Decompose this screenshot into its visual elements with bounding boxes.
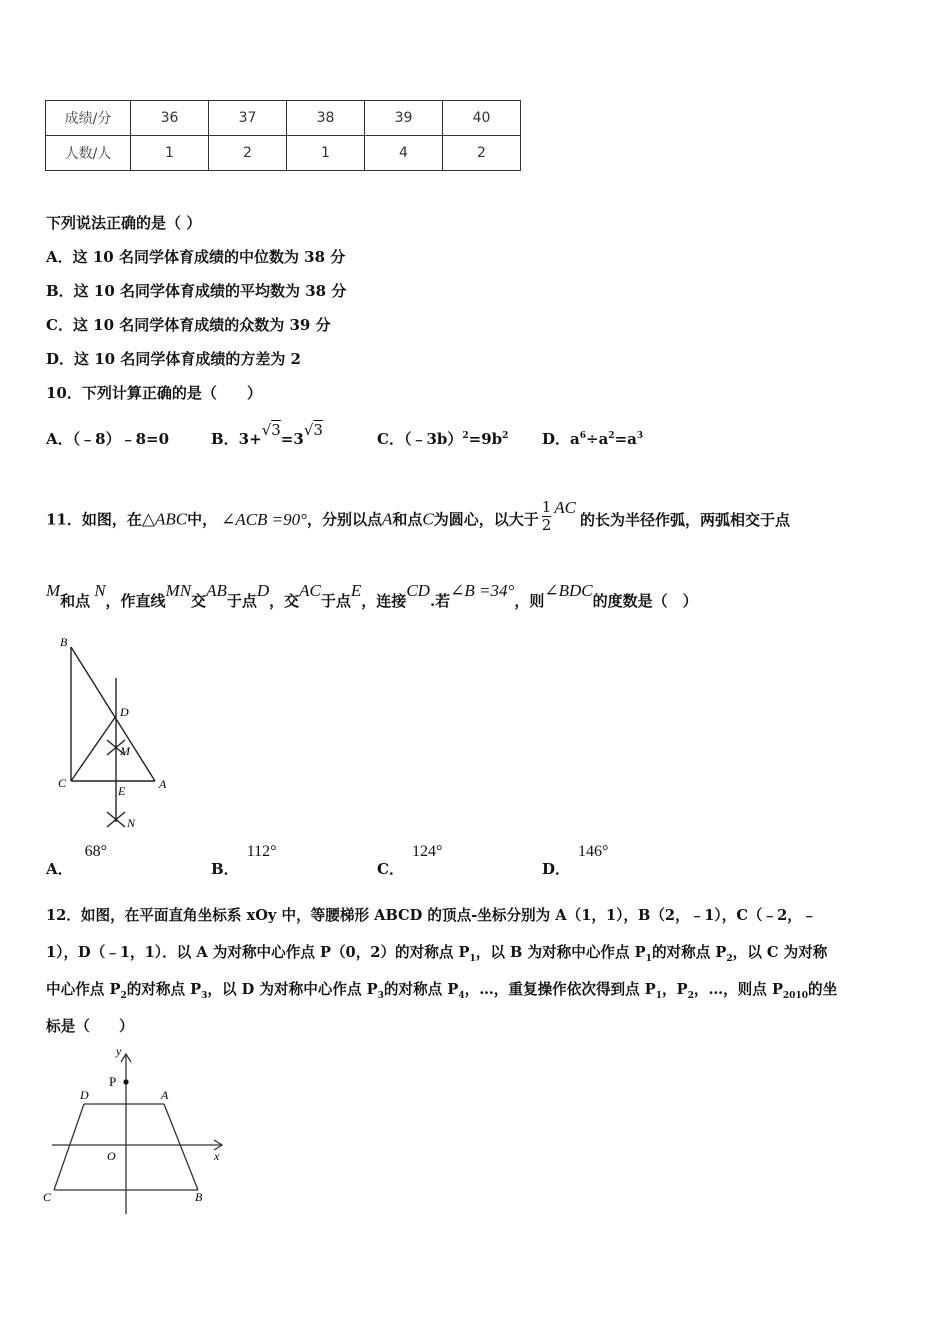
subscript: 4: [458, 990, 465, 1001]
q10-option-d[interactable]: [542, 428, 643, 449]
exponent: 3: [636, 431, 644, 441]
text: 1），D（﹣1，1）．以 A 为对称中心作点 P（0，2）的对称点 P: [46, 944, 470, 961]
q12-line-1: 12．如图，在平面直角坐标系 xOy 中，等腰梯形 ABCD 的顶点-坐标分别为 A（1，1），B（2，﹣1），C（﹣2，﹣: [46, 907, 817, 924]
math-segment-ac: AC: [299, 581, 321, 600]
option-value: 112°: [246, 843, 277, 860]
text: 的对称点 P: [651, 944, 727, 961]
text: 11．如图，在: [46, 510, 142, 529]
q10-option-b-mid: =3: [280, 430, 304, 448]
sqrt-expression: √3: [261, 421, 281, 439]
exponent: 6: [579, 431, 586, 441]
text: ，连接: [361, 592, 407, 610]
q10-prompt: 10．下列计算正确的是（ ）: [46, 384, 262, 402]
label-a: A: [159, 777, 167, 791]
segment-dc: [54, 1104, 84, 1190]
text: ，以 B 为对称中心作点 P: [475, 944, 646, 961]
q11-option-c[interactable]: [377, 840, 443, 878]
segment-cd: [71, 716, 116, 781]
math-point-c: C: [422, 509, 434, 529]
subscript: 1: [469, 953, 476, 964]
q10-option-d-mid2: =a: [614, 430, 637, 448]
text: 于点: [320, 592, 351, 610]
option-label: A．: [46, 860, 73, 878]
fraction-one-half: [542, 499, 552, 534]
label-d: D: [80, 1088, 89, 1102]
text: ，…，重复操作依次得到点 P: [464, 981, 656, 998]
table-cell: 40: [443, 101, 521, 136]
label-o: O: [107, 1149, 116, 1163]
math-point-e: E: [350, 581, 362, 600]
table-cell: 39: [365, 101, 443, 136]
text: ，P: [662, 981, 688, 998]
option-label: D．: [542, 860, 571, 878]
table-cell: 38: [287, 101, 365, 136]
table-cell: 36: [131, 101, 209, 136]
math-angle-acb: ∠ACB =90°: [221, 509, 307, 529]
q12-trapezoid-figure: [40, 1042, 230, 1220]
label-x: x: [214, 1149, 220, 1163]
label-a: A: [161, 1088, 169, 1102]
subscript: 2: [726, 953, 733, 964]
math-point-n: N: [94, 581, 106, 600]
q10-option-d-mid: ÷a: [586, 430, 609, 448]
text: ，…，则点 P: [693, 981, 783, 998]
q9-option-b[interactable]: B．这 10 名同学体育成绩的平均数为 38 分: [46, 282, 347, 300]
text: 的长为半径作弧，两弧相交于点: [580, 510, 791, 529]
q9-option-c[interactable]: C．这 10 名同学体育成绩的众数为 39 分: [46, 316, 331, 334]
q9-option-d[interactable]: D．这 10 名同学体育成绩的方差为 2: [46, 350, 301, 368]
option-value: 124°: [411, 843, 443, 860]
q11-option-d[interactable]: [542, 840, 609, 878]
text: 和点: [60, 592, 91, 610]
label-m: M: [120, 744, 130, 758]
label-e: E: [118, 784, 126, 798]
subscript: 2010: [782, 990, 808, 1001]
math-angle-bdc: ∠BDC: [544, 581, 593, 600]
table-cell: 人数/人: [46, 136, 131, 171]
label-b: B: [60, 635, 68, 649]
label-c: C: [43, 1190, 52, 1204]
text: .若: [429, 592, 451, 610]
option-label: B．: [211, 860, 239, 878]
point-p: [123, 1079, 128, 1084]
text: ，分别以点: [306, 510, 382, 529]
q10-option-b-prefix: B．3+: [211, 430, 262, 448]
exponent: 2: [462, 431, 469, 441]
text: 的坐: [807, 981, 838, 998]
subscript: 2: [687, 990, 694, 1001]
table-row: [46, 101, 521, 136]
math-point-m: M: [46, 581, 61, 600]
table-cell: 1: [131, 136, 209, 171]
text: 的对称点 P: [126, 981, 202, 998]
table-cell: 4: [365, 136, 443, 171]
q12-line-4: 标是（ ）: [46, 1018, 134, 1035]
table-cell: 2: [209, 136, 287, 171]
q11-line-2: [46, 581, 698, 611]
text: 和点: [392, 510, 423, 529]
label-c: C: [58, 776, 67, 790]
q9-option-a[interactable]: A．这 10 名同学体育成绩的中位数为 38 分: [46, 248, 346, 266]
q10-option-a[interactable]: A．（﹣8）﹣8=0: [46, 430, 170, 448]
math-angle-b: ∠B =34°: [450, 581, 515, 600]
subscript: 1: [645, 953, 652, 964]
label-b: B: [195, 1190, 203, 1204]
table-cell: 37: [209, 101, 287, 136]
segment-ab: [164, 1104, 198, 1190]
q10-option-c-mid: =9b: [468, 430, 503, 448]
label-y: y: [116, 1044, 122, 1058]
text: ，交: [269, 592, 300, 610]
fraction-denominator: 2: [541, 516, 552, 534]
q9-prompt: 下列说法正确的是（ ）: [46, 214, 202, 232]
q10-option-c-prefix: C．（﹣3b）: [377, 430, 463, 448]
text: ，则: [514, 592, 545, 610]
q11-triangle-figure: [50, 630, 180, 835]
q11-line-1: [46, 497, 791, 538]
math-segment-cd: CD: [406, 581, 430, 600]
text: ，作直线: [105, 592, 166, 610]
text: 交: [191, 592, 207, 610]
subscript: 3: [201, 990, 208, 1001]
text: 为圆心，以大于: [433, 510, 539, 529]
text: 中心作点 P: [46, 981, 121, 998]
table-cell: 2: [443, 136, 521, 171]
table-cell: 成绩/分: [46, 101, 131, 136]
math-point-a: A: [381, 509, 393, 529]
text: ，以 D 为对称中心作点 P: [207, 981, 378, 998]
radicand: 3: [313, 421, 323, 439]
text: 中，: [187, 510, 218, 529]
q12-line-3: [46, 978, 837, 1001]
subscript: 2: [120, 990, 127, 1001]
label-n: N: [127, 816, 136, 830]
radicand: 3: [271, 421, 281, 439]
label-p: P: [109, 1074, 117, 1089]
q12-line-2: [46, 941, 827, 964]
math-point-d: D: [256, 581, 270, 600]
text: 的度数是（ ）: [592, 592, 698, 610]
score-table: [45, 100, 521, 171]
math-segment-ab: AB: [206, 581, 227, 600]
subscript: 1: [655, 990, 663, 1001]
math-segment-ac: AC: [554, 497, 577, 517]
text: 的对称点 P: [383, 981, 459, 998]
math-triangle-abc: △ABC: [141, 509, 188, 529]
q10-option-c[interactable]: [377, 428, 508, 449]
table-row: [46, 136, 521, 171]
option-label: C．: [377, 860, 404, 878]
option-value: 146°: [578, 843, 609, 860]
label-d: D: [120, 705, 129, 719]
q10-option-d-prefix: D．a: [542, 430, 580, 448]
q11-option-a[interactable]: [46, 840, 108, 878]
text: 于点: [226, 592, 257, 610]
q10-option-b[interactable]: [211, 421, 323, 449]
fraction-numerator: 1: [541, 498, 552, 516]
exponent: 2: [608, 431, 615, 441]
q11-option-b[interactable]: [211, 840, 277, 878]
math-line-mn: MN: [165, 581, 192, 600]
subscript: 3: [377, 990, 384, 1001]
sqrt-expression: √3: [303, 421, 323, 439]
exponent: 2: [502, 431, 509, 441]
text: ，以 C 为对称: [732, 944, 828, 961]
table-cell: 1: [287, 136, 365, 171]
segment-ba: [71, 647, 155, 781]
option-value: 68°: [84, 843, 108, 860]
